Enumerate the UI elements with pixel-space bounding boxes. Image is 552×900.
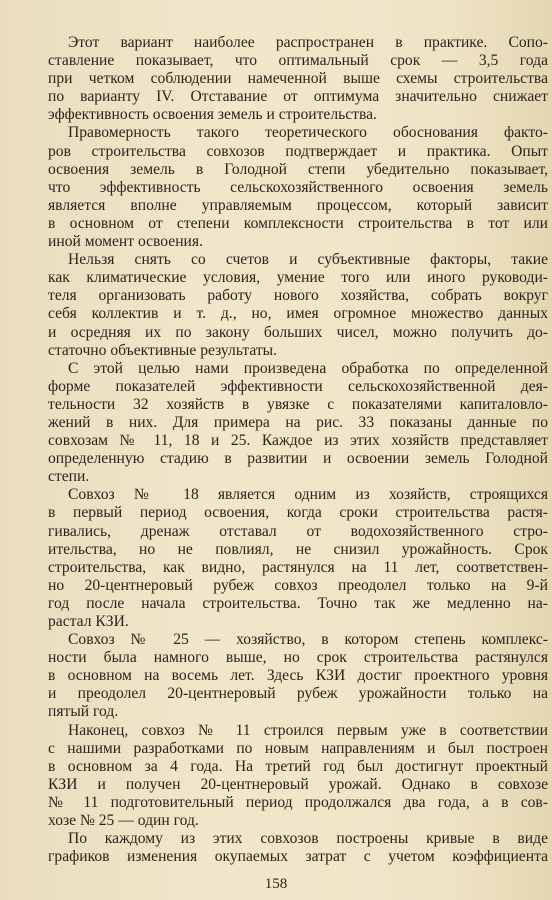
paragraph	[48, 486, 548, 631]
paragraph	[48, 631, 548, 721]
text-line: себя коллектив и т. д., но, имея огромное множество данных	[48, 305, 548, 323]
text-line: что эффективность сельскохозяйственного освоения земель	[48, 178, 548, 196]
text-line: растал КЗИ.	[48, 613, 129, 630]
text-line: жений в них. Для примера на рис. 33 показаны данные по	[48, 413, 548, 431]
text-line: по варианту IV. Отставание от оптимума значительно снижает	[48, 88, 548, 106]
text-line: и преодолел 20-центнеровый рубеж урожайности только на	[48, 685, 548, 703]
text-line: тельности 32 хозяйств в увязке с показателями капиталовло-	[48, 395, 548, 413]
text-line: По каждому из этих совхозов построены кривые в виде	[68, 830, 548, 848]
text-line: в основном от степени комплексности строительства в тот или	[48, 214, 548, 232]
text-line: хозе № 25 — один год.	[48, 812, 199, 830]
text-line: в основном на восемь лет. Здесь КЗИ достиг проектного уровня	[48, 667, 548, 685]
text-line: Совхоз № 25 — хозяйство, в котором степень комплекс-	[68, 631, 548, 649]
text-line: С этой целью нами произведена обработка по определенной	[68, 359, 548, 377]
text-line: теля организовать работу нового хозяйства, собрать вокруг	[48, 287, 548, 305]
text-line: степи.	[48, 468, 90, 486]
text-line: Совхоз № 18 является одним из хозяйств, строящихся	[68, 486, 548, 504]
text-line: ставление показывает, что оптимальный срок — 3,5 года	[48, 52, 548, 70]
text-line: является вполне управляемым процессом, который зависит	[48, 196, 548, 214]
text-line: КЗИ и получен 20-центнеровый урожай. Однако в совхозе	[48, 775, 548, 793]
text-line: определенную стадию в развитии и освоении земель Голодной	[48, 450, 548, 468]
text-line: № 11 подготовительный период продолжался два года, а в сов-	[48, 793, 548, 811]
text-line: освоения земель в Голодной степи убедительно показывает,	[48, 160, 548, 178]
text-line: Этот вариант наиболее распространен в практике. Сопо-	[68, 34, 548, 51]
page-number: 158	[264, 876, 288, 892]
paragraph	[48, 34, 548, 124]
text-line: и осредняя их по закону больших чисел, можно получить до-	[48, 323, 548, 341]
text-line: иной момент освоения.	[48, 233, 203, 251]
text-line: Правомерность такого теоретического обоснования факто-	[68, 124, 548, 142]
text-line: совхозам № 11, 18 и 25. Каждое из этих хозяйств представляет	[48, 432, 548, 450]
text-line: как климатические условия, умение того или иного руководи-	[48, 269, 548, 287]
text-line: статочно объективные результаты.	[48, 341, 278, 359]
text-line: в основном за 4 года. На третий год был достигнут проектный	[48, 757, 548, 775]
text-line: гивались, дренаж отставал от водохозяйственного стро-	[48, 522, 548, 540]
text-line: год после начала строительства. Точно так же медленно на-	[48, 594, 548, 612]
text-line: ности была намного выше, но срок строительства растянулся	[48, 649, 548, 667]
paragraph	[48, 360, 548, 487]
text-line: Нельзя снять со счетов и субъективные факторы, такие	[68, 251, 548, 269]
text-line: строительства, как видно, растянулся на 11 лет, соответствен-	[48, 558, 548, 576]
text-line: Наконец, совхоз № 11 строился первым уже в соответствии	[68, 721, 548, 739]
text-line: с нашими разработками по новым направлениям и был построен	[48, 739, 548, 757]
text-line: ительства, но не повлиял, не снизил урожайность. Срок	[48, 540, 548, 558]
text-line: графиков изменения окупаемых затрат с учетом коэффициента	[48, 848, 548, 866]
text-line: пятый год.	[48, 703, 119, 721]
body-text	[48, 34, 548, 866]
text-line: но 20-центнеровый рубеж совхоз преодолел только на 9-й	[48, 576, 548, 594]
text-line: ров строительства совхозов подтверждает и практика. Опыт	[48, 142, 548, 160]
text-line: при четком соблюдении намеченной выше схемы строительства	[48, 70, 548, 88]
text-line: в первый период освоения, когда сроки строительства растя-	[48, 504, 548, 522]
paragraph	[48, 251, 548, 360]
paragraph	[48, 124, 548, 251]
text-line: форме показателей эффективности сельскохозяйственной дея-	[48, 377, 548, 395]
text-line: эффективность освоения земель и строительства.	[48, 106, 377, 124]
paragraph	[48, 722, 548, 831]
paragraph	[48, 830, 548, 866]
